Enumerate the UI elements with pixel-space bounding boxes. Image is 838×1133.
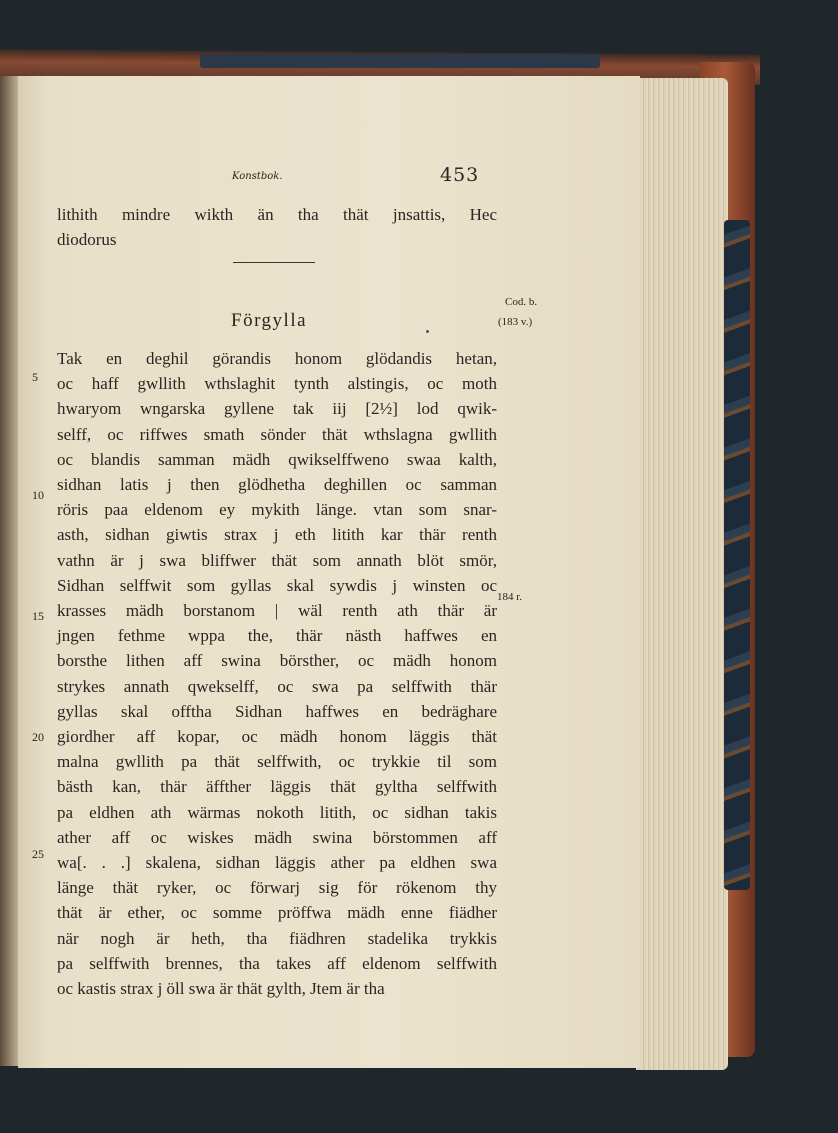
text-line: thät är ether, oc somme pröffwa mädh enne fiädher [57, 903, 497, 923]
text-line: jngen fethme wppa the, thär nästh haffwes en [57, 626, 497, 646]
text-line: krasses mädh borstanom | wäl renth ath thär är [57, 601, 497, 621]
marbled-edge [724, 220, 750, 890]
paper-speck [426, 330, 429, 333]
text-line: länge thät ryker, oc förwarj sig för rökenom thy [57, 878, 497, 898]
section-title: Förgylla [231, 310, 308, 331]
text-line: vathn är j swa bliffwer thät som annath blöt smör, [57, 550, 497, 570]
text-line: asth, sidhan giwtis strax j eth litith kar thär renth [57, 525, 497, 545]
margin-note-folio-v: (183 v.) [498, 316, 533, 328]
page-edges [636, 78, 728, 1070]
text-line: när nogh är heth, tha fiädhren stadelika trykkis [57, 928, 497, 948]
text-line: pa selffwith brennes, tha takes aff eldenom selffwith [57, 953, 497, 973]
text-line: borsthe lithen aff swina börsther, oc mädh honom [57, 651, 497, 671]
left-page-edge [0, 76, 20, 1066]
line-number: 10 [32, 488, 44, 502]
line-number: 5 [32, 370, 38, 384]
running-title: Konstbok. [232, 171, 283, 182]
margin-note-cod: Cod. b. [505, 296, 538, 308]
line-number: 15 [32, 609, 44, 623]
text-line: malna gwllith pa thät selffwith, oc trykkie til som [57, 752, 497, 772]
intro-line: lithith mindre wikth än tha thät jnsattis, Hec [57, 205, 497, 224]
intro-line: diodorus [57, 230, 117, 250]
text-line: giordher aff kopar, oc mädh honom läggis thät [57, 727, 497, 747]
page-number: 453 [440, 164, 480, 186]
intro-paragraph [57, 202, 497, 252]
line-number: 20 [32, 730, 44, 744]
text-line: bästh kan, thär äffther läggis thät gyltha selffwith [57, 777, 497, 797]
text-line: wa[. . .] skalena, sidhan läggis ather pa eldhen swa [57, 853, 497, 873]
margin-note-folio-r: 184 r. [497, 591, 523, 603]
text-line: sidhan latis j then glödhetha deghillen oc samman [57, 475, 497, 495]
text-line: oc kastis strax j öll swa är thät gylth, Jtem är tha [57, 979, 385, 999]
text-line: gyllas skal offtha Sidhan haffwes en bedräghare [57, 701, 497, 721]
body-text [57, 346, 497, 1001]
text-line: selff, oc riffwes smath sönder thät wthslagna gwllith [57, 424, 497, 444]
cover-spine-band [200, 54, 600, 68]
text-line: Sidhan selffwit som gyllas skal sywdis j winsten oc [57, 575, 497, 595]
text-line: pa eldhen ath wärmas nokoth litith, oc sidhan takis [57, 802, 497, 822]
text-line: hwaryom wngarska gyllene tak iij [2½] lod qwik- [57, 399, 497, 419]
text-line: oc blandis samman mädh qwikselffweno swaa kalth, [57, 449, 497, 469]
text-line: oc haff gwllith wthslaghit tynth alstingis, oc moth [57, 374, 497, 394]
text-line: röris paa eldenom ey mykith länge. vtan som snar- [57, 500, 497, 520]
section-divider [233, 262, 315, 263]
line-number: 25 [32, 847, 44, 861]
text-line: Tak en deghil görandis honom glödandis hetan, [57, 349, 497, 368]
text-line: ather aff oc wiskes mädh swina börstommen aff [57, 827, 497, 847]
text-line: strykes annath qwekselff, oc swa pa selffwith thär [57, 676, 497, 696]
